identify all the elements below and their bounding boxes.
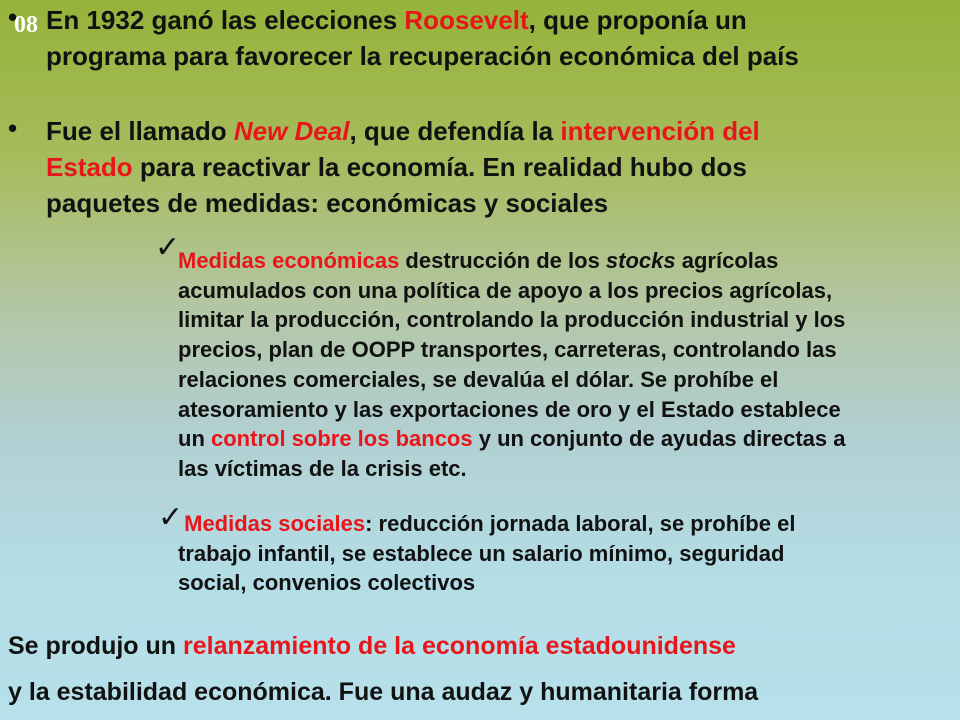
economic-line-7: un control sobre los bancos y un conjunto de ayudas directas a [178, 426, 846, 452]
conclusion-line-2: y la estabilidad económica. Fue una audaz y humanitaria forma [8, 678, 759, 706]
bullet-1-text [46, 2, 799, 74]
bullet-2-line-2: Estado para reactivar la economía. En realidad hubo dos [46, 152, 747, 182]
conclusion-line-1: Se produjo un relanzamiento de la economía estadounidense [8, 632, 736, 660]
bullet-1-line-2: programa para favorecer la recuperación económica del país [46, 41, 799, 71]
new-deal-highlight: New Deal [233, 116, 350, 146]
social-measures-title: Medidas sociales [184, 511, 366, 536]
bullet-marker: • [8, 113, 18, 143]
bullet-2-line-1: Fue el llamado New Deal, que defendía la intervención del [46, 116, 760, 146]
slide-number: 08 [14, 12, 38, 38]
economic-line-5: relaciones comerciales, se devalúa el dólar. Se prohíbe el [178, 366, 779, 392]
economic-line-3: limitar la producción, controlando la producción industrial y los [178, 307, 846, 333]
social-line-1: Medidas sociales: reducción jornada laboral, se prohíbe el [184, 511, 796, 536]
bullet-1-line-1: En 1932 ganó las elecciones Roosevelt, que proponía un [46, 5, 747, 35]
economic-line-8: las víctimas de la crisis etc. [178, 455, 467, 481]
bullet-2-text [46, 113, 760, 221]
economic-line-2: acumulados con una política de apoyo a los precios agrícolas, [178, 277, 833, 303]
social-line-2: trabajo infantil, se establece un salario mínimo, seguridad [178, 540, 785, 566]
economic-relaunch-highlight: relanzamiento de la economía estadounidense [183, 632, 736, 660]
economic-line-6: atesoramiento y las exportaciones de oro y el Estado establece [178, 396, 841, 422]
social-measures [178, 509, 795, 598]
bank-control-highlight: control sobre los bancos [211, 426, 473, 452]
economic-measures-title: Medidas económicas [178, 248, 400, 273]
bullet-2-line-3: paquetes de medidas: económicas y sociales [46, 188, 609, 218]
checkmark-icon: ✓ [155, 231, 181, 264]
social-line-3: social, convenios colectivos [178, 570, 476, 596]
economic-line-4: precios, plan de OOPP transportes, carreteras, controlando las [178, 337, 837, 363]
economic-measures [178, 246, 845, 484]
bullet-marker: • [8, 2, 18, 32]
economic-line-1: Medidas económicas destrucción de los stocks agrícolas [178, 248, 779, 273]
roosevelt-highlight: Roosevelt [404, 5, 529, 35]
checkmark-icon: ✓ [158, 501, 184, 534]
